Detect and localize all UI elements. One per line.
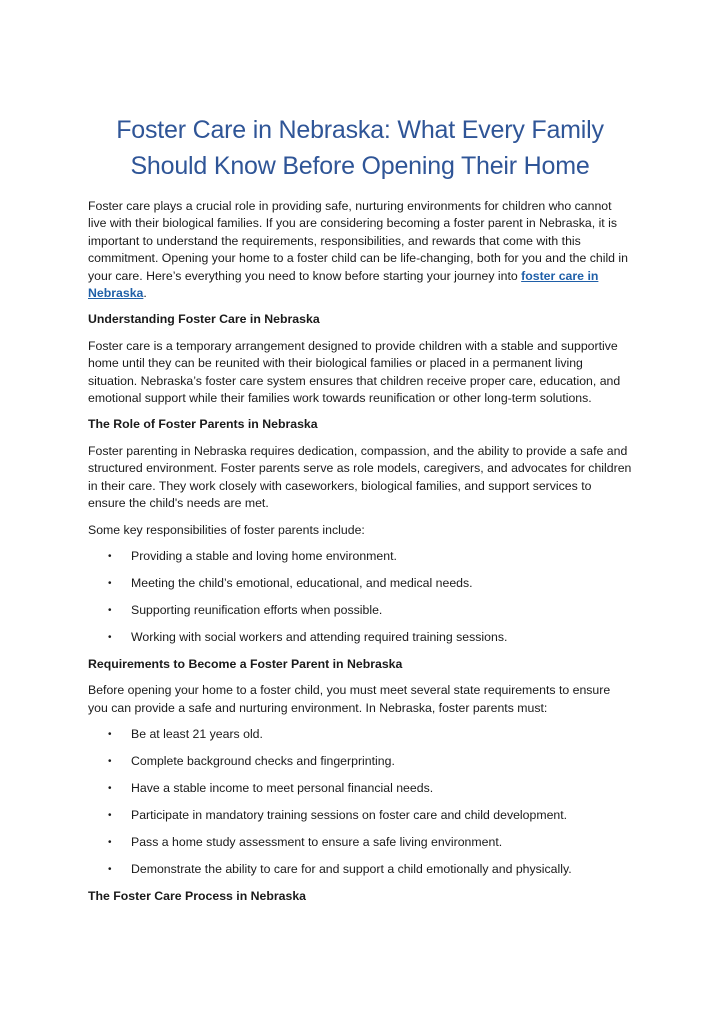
foster-care-nebraska-link[interactable]: foster care in Nebraska bbox=[88, 268, 599, 301]
document-title: Foster Care in Nebraska: What Every Family Should Know Before Opening Their Home bbox=[116, 116, 604, 180]
bullet-icon: • bbox=[108, 756, 112, 768]
list-item-text: Demonstrate the ability to care for and support a child emotionally and physically. bbox=[131, 862, 572, 877]
bullet-icon: • bbox=[108, 550, 112, 562]
intro-text-end: . bbox=[143, 286, 147, 301]
bullet-icon: • bbox=[108, 864, 112, 876]
section-body-requirements: Before opening your home to a foster child, you must meet several state requirements to ensure you can provide a safe and nurturing environment. In Nebraska, foster parents must: bbox=[88, 683, 611, 715]
list-item bbox=[88, 753, 632, 770]
list-item-text: Working with social workers and attending required training sessions. bbox=[131, 629, 508, 644]
section-heading-role: The Role of Foster Parents in Nebraska bbox=[88, 417, 318, 432]
bullet-icon: • bbox=[108, 631, 112, 643]
requirements-list bbox=[88, 726, 632, 878]
list-item bbox=[88, 602, 632, 619]
list-item bbox=[88, 807, 632, 824]
list-item bbox=[88, 834, 632, 851]
list-item bbox=[88, 861, 632, 878]
list-item bbox=[88, 780, 632, 797]
bullet-icon: • bbox=[108, 783, 112, 795]
list-item-text: Providing a stable and loving home environment. bbox=[131, 548, 397, 563]
bullet-icon: • bbox=[108, 604, 112, 616]
intro-text: Foster care plays a crucial role in providing safe, nurturing environments for children who cannot live with their biological families. If you are considering becoming a foster parent in Nebraska, it is important to understand the requirements, responsibilities, and rewards that come with this commitment. Opening your home to a foster child can be life-changing, both for you and the child in your care. Here’s everything you need to know before starting your journey into bbox=[88, 199, 629, 283]
bullet-icon: • bbox=[108, 577, 112, 589]
responsibilities-intro: Some key responsibilities of foster parents include: bbox=[88, 522, 365, 537]
list-item-text: Have a stable income to meet personal financial needs. bbox=[131, 781, 434, 796]
section-heading-process: The Foster Care Process in Nebraska bbox=[88, 889, 307, 904]
section-body-role: Foster parenting in Nebraska requires dedication, compassion, and the ability to provide a safe and structured environment. Foster parents serve as role models, caregivers, and advocates for children in their care. They work closely with caseworkers, biological families, and support services to ensure the child's needs are met. bbox=[88, 443, 632, 511]
list-item-text: Participate in mandatory training sessions on foster care and child development. bbox=[131, 808, 568, 823]
section-heading-requirements: Requirements to Become a Foster Parent in Nebraska bbox=[88, 656, 403, 671]
list-item-text: Complete background checks and fingerprinting. bbox=[131, 754, 395, 769]
intro-paragraph bbox=[88, 198, 632, 302]
list-item bbox=[88, 575, 632, 592]
list-item bbox=[88, 629, 632, 646]
bullet-icon: • bbox=[108, 837, 112, 849]
list-item-text: Supporting reunification efforts when possible. bbox=[131, 602, 383, 617]
bullet-icon: • bbox=[108, 810, 112, 822]
bullet-icon: • bbox=[108, 729, 112, 741]
section-heading-understanding: Understanding Foster Care in Nebraska bbox=[88, 312, 320, 327]
responsibilities-list bbox=[88, 548, 632, 646]
list-item-text: Pass a home study assessment to ensure a safe living environment. bbox=[131, 835, 503, 850]
list-item bbox=[88, 726, 632, 743]
list-item-text: Meeting the child’s emotional, educational, and medical needs. bbox=[131, 575, 473, 590]
list-item bbox=[88, 548, 632, 565]
list-item-text: Be at least 21 years old. bbox=[131, 727, 263, 742]
section-body-understanding: Foster care is a temporary arrangement designed to provide children with a stable and supportive home until they can be reunited with their biological families or placed in a permanent living situation. Nebraska’s foster care system ensures that children receive proper care, education, and emotional support while their families work towards reunification or other long-term solutions. bbox=[88, 338, 621, 406]
